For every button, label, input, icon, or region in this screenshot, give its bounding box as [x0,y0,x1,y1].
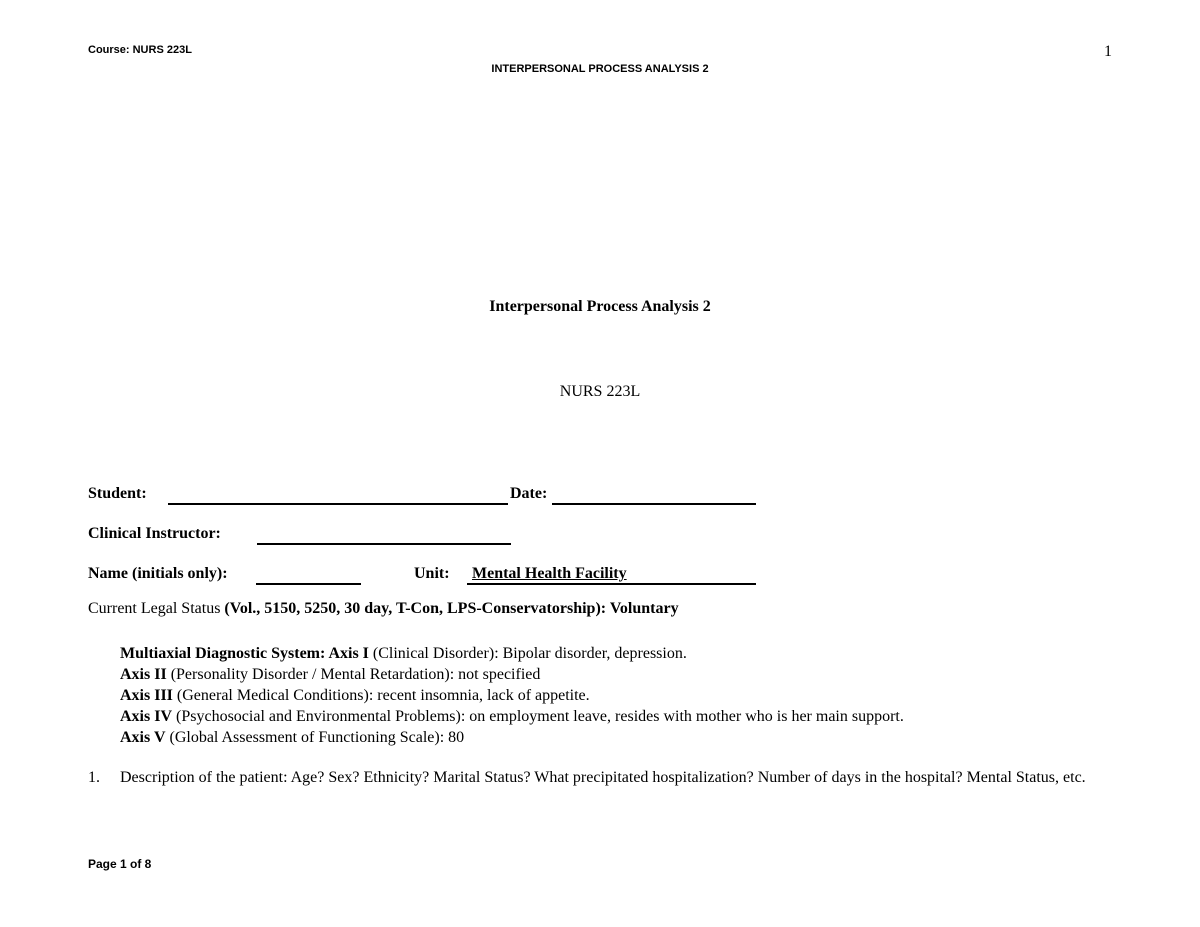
axis-3 [120,685,904,706]
axis-2-text: (Personality Disorder / Mental Retardation): not specified [166,666,541,683]
multiaxial-diagnosis [120,643,904,748]
unit-label: Unit: [414,565,450,582]
name-label: Name (initials only): [88,565,228,582]
student-field[interactable] [168,485,508,505]
name-unit-row [88,565,788,587]
running-head: INTERPERSONAL PROCESS ANALYSIS 2 [491,63,709,75]
course-header: Course: NURS 223L [88,44,192,56]
student-label: Student: [88,485,147,502]
legal-status-value: (Vol., 5150, 5250, 30 day, T-Con, LPS-Conservatorship): Voluntary [224,600,679,617]
initials-field[interactable] [256,565,361,585]
instructor-row [88,525,788,547]
date-label: Date: [510,485,548,502]
axis-2 [120,664,904,685]
axis-1 [120,643,904,664]
legal-status-label: Current Legal Status [88,600,221,617]
question-1-number: 1. [88,769,100,786]
document-title: Interpersonal Process Analysis 2 [489,298,711,315]
page-number: 1 [1104,43,1112,60]
axis-5-text: (Global Assessment of Functioning Scale): 80 [165,729,465,746]
axis-5 [120,727,904,748]
question-1-text: Description of the patient: Age? Sex? Ethnicity? Marital Status? What precipitated hospitalization? Number of days in the hospital? Mental Status, etc. [120,769,1086,786]
page-footer: Page 1 of 8 [88,857,152,871]
axis-1-label: Multiaxial Diagnostic System: Axis I [120,645,369,662]
date-field[interactable] [552,485,756,505]
axis-1-text: (Clinical Disorder): Bipolar disorder, depression. [368,645,687,662]
student-row [88,485,788,507]
axis-4-label: Axis IV [120,708,173,725]
axis-4-text: (Psychosocial and Environmental Problems): on employment leave, resides with mother who is her main support. [172,708,904,725]
course-code: NURS 223L [559,383,641,400]
instructor-field[interactable] [257,525,511,545]
axis-3-label: Axis III [120,687,173,704]
legal-status [88,600,679,618]
axis-2-label: Axis II [120,666,167,683]
axis-4 [120,706,904,727]
unit-value: Mental Health Facility [472,565,627,582]
instructor-label: Clinical Instructor: [88,525,221,542]
axis-5-label: Axis V [120,729,166,746]
axis-3-text: (General Medical Conditions): recent insomnia, lack of appetite. [172,687,590,704]
